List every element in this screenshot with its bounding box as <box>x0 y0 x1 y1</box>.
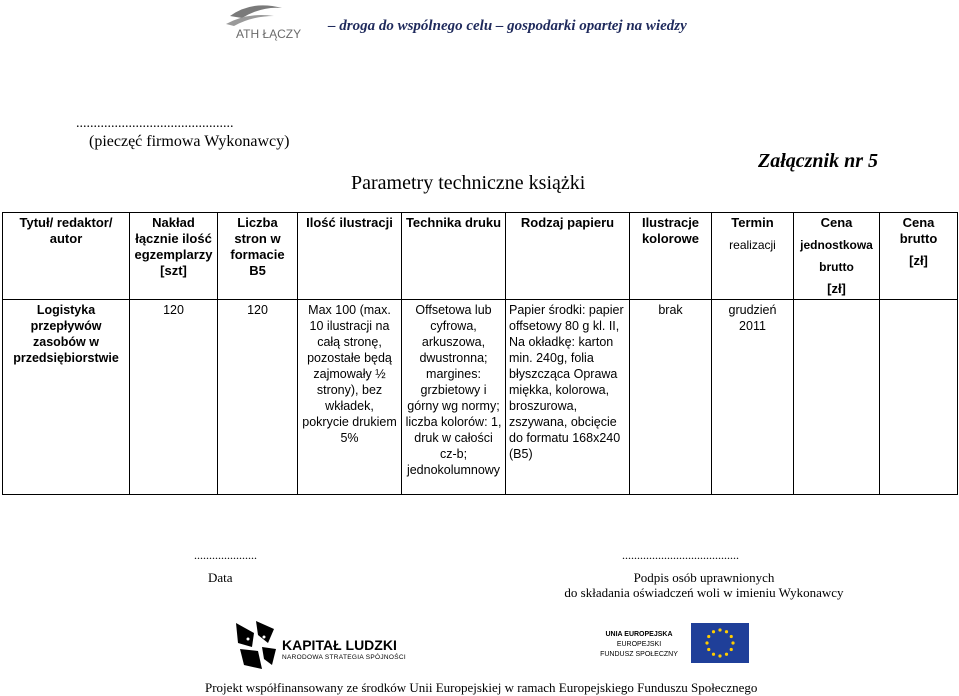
header-unit-price-line3: brutto <box>819 260 854 274</box>
table-header-row <box>3 213 958 300</box>
table-row <box>3 300 958 495</box>
eu-star <box>707 648 710 651</box>
header-gross-price <box>880 213 958 300</box>
date-label: Data <box>208 570 233 585</box>
header-gross-price-label: Cena brutto <box>899 215 938 246</box>
cell-title: Logistyka przepływów zasobów w przedsiębiorstwie <box>3 300 130 495</box>
cell-color-illustrations: brak <box>630 300 712 495</box>
header-slogan: – droga do wspólnego celu – gospodarki opartej na wiedzy <box>328 18 687 34</box>
stamp-label: (pieczęć firmowa Wykonawcy) <box>89 133 290 150</box>
cell-gross-price <box>880 300 958 495</box>
eu-label-line3: FUNDUSZ SPOŁECZNY <box>600 651 678 658</box>
header-print-technique: Technika druku <box>402 213 506 300</box>
cell-unit-price <box>794 300 880 495</box>
eu-star <box>712 630 715 633</box>
eu-star <box>731 641 734 644</box>
ath-logo-text: ATH ŁĄCZY <box>236 27 302 41</box>
eu-star <box>712 653 715 656</box>
eu-fund-label <box>592 630 686 660</box>
cell-print-technique: Offsetowa lub cyfrowa, arkuszowa, dwustronna; margines: grzbietowy i górny wg normy; liczba kolorów: 1, druk w całości cz-b; jednokolumnowy <box>402 300 506 495</box>
annex-number: Załącznik nr 5 <box>758 150 879 172</box>
signature-label-line2: do składania oświadczeń woli w imieniu Wykonawcy <box>564 585 844 600</box>
header-color-illustrations: Ilustracje kolorowe <box>630 213 712 300</box>
cell-page-count: 120 <box>218 300 298 495</box>
cell-print-run: 120 <box>130 300 218 495</box>
header-print-run: Nakład łącznie ilość egzemplarzy [szt] <box>130 213 218 300</box>
eu-star <box>718 628 721 631</box>
header-title-author: Tytuł/ redaktor/ autor <box>3 213 130 300</box>
kapital-ludzki-title: KAPITAŁ LUDZKI <box>282 637 397 653</box>
header-unit-price-line1: Cena <box>820 215 853 230</box>
header-deadline <box>712 213 794 300</box>
cell-paper-type: Papier środki: papier offsetowy 80 g kl. II, Na okładkę: karton min. 240g, folia błyszcząca Oprawa miękka, kolorowa, broszurowa, zszywana, obcięcie do formatu 168x240 (B5) <box>506 300 630 495</box>
eu-star <box>725 630 728 633</box>
header-gross-price-unit: [zł] <box>909 253 928 268</box>
header-page-count: Liczba stron w formacie B5 <box>218 213 298 300</box>
header-unit-price-line2: jednostkowa <box>800 238 873 252</box>
eu-label-line2: EUROPEJSKI <box>616 641 662 648</box>
cell-illustrations: Max 100 (max. 10 ilustracji na całą stronę, pozostałe będą zajmowały ½ strony), bez wkładek, pokrycie drukiem 5% <box>298 300 402 495</box>
kapital-ludzki-subtitle: NARODOWA STRATEGIA SPÓJNOŚCI <box>282 654 406 661</box>
eu-star <box>730 635 733 638</box>
header-paper-type: Rodzaj papieru <box>506 213 630 300</box>
header-deadline-line1: Termin <box>731 215 774 230</box>
eu-star <box>718 654 721 657</box>
header-illustration-count: Ilość ilustracji <box>298 213 402 300</box>
header-unit-price <box>794 213 880 300</box>
signature-dotted-line: ....................................... <box>622 548 739 562</box>
signature-label <box>564 570 844 600</box>
eu-flag-icon <box>691 623 749 663</box>
cell-deadline: grudzień 2011 <box>712 300 794 495</box>
page-title: Parametry techniczne książki <box>351 172 586 194</box>
kapital-ludzki-logo <box>232 619 278 671</box>
header-unit-price-unit: [zł] <box>827 281 846 296</box>
signature-label-line1: Podpis osób uprawnionych <box>633 570 775 585</box>
eu-label-line1: UNIA EUROPEJSKA <box>605 631 673 638</box>
eu-star <box>725 653 728 656</box>
eu-star <box>705 641 708 644</box>
project-cofinancing-note: Projekt współfinansowany ze środków Unii Europejskiej w ramach Europejskiego Funduszu Społecznego <box>205 680 758 695</box>
eu-star <box>730 648 733 651</box>
date-dotted-line: ..................... <box>194 548 257 562</box>
technical-parameters-table <box>2 212 958 495</box>
stamp-dotted-line: ............................................. <box>76 116 234 131</box>
eu-star <box>707 635 710 638</box>
ath-logo <box>222 2 320 44</box>
header-deadline-line2: realizacji <box>729 238 776 252</box>
